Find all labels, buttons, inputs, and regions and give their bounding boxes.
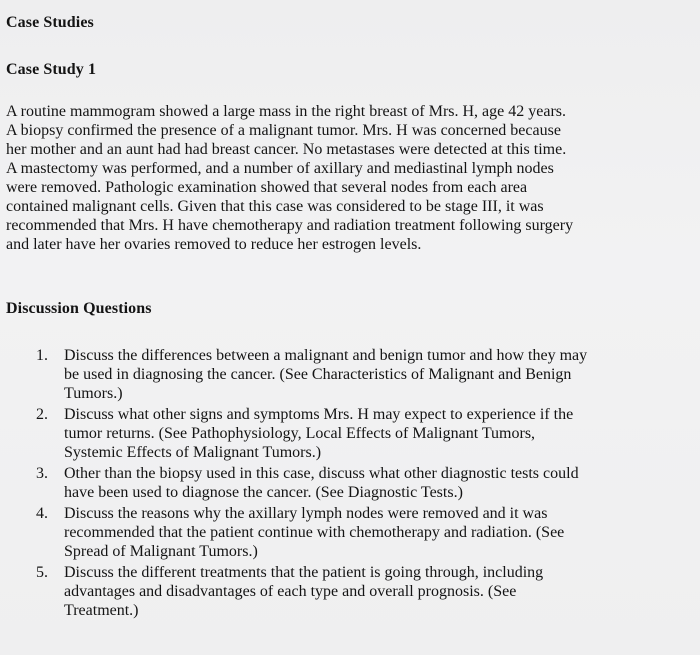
question-line: Discuss the reasons why the axillary lymph nodes were removed and it was xyxy=(64,505,548,522)
case-line: and later have her ovaries removed to reduce her estrogen levels. xyxy=(6,236,422,253)
question-item xyxy=(0,464,700,502)
discussion-heading: Discussion Questions xyxy=(6,300,152,317)
case-line: her mother and an aunt had had breast cancer. No metastases were detected at this time. xyxy=(6,141,567,158)
case-line: A routine mammogram showed a large mass in the right breast of Mrs. H, age 42 years. xyxy=(6,103,567,120)
case-line: A mastectomy was performed, and a number of axillary and mediastinal lymph nodes xyxy=(6,160,554,177)
case-line: were removed. Pathologic examination showed that several nodes from each area xyxy=(6,179,528,196)
case-line: contained malignant cells. Given that this case was considered to be stage III, it was xyxy=(6,198,544,215)
question-line: Treatment.) xyxy=(64,602,139,619)
case-description xyxy=(6,102,694,254)
question-item xyxy=(0,504,700,561)
question-number: 4. xyxy=(36,505,48,522)
question-number: 5. xyxy=(36,564,48,581)
question-number: 3. xyxy=(36,465,48,482)
question-number: 1. xyxy=(36,347,48,364)
case-study-heading: Case Study 1 xyxy=(6,61,97,78)
page-title: Case Studies xyxy=(6,14,94,31)
question-line: Tumors.) xyxy=(64,385,123,402)
question-line: be used in diagnosing the cancer. (See Characteristics of Malignant and Benign xyxy=(64,366,572,383)
question-number: 2. xyxy=(36,406,48,423)
case-line: recommended that Mrs. H have chemotherapy and radiation treatment following surgery xyxy=(6,217,574,234)
question-line: Other than the biopsy used in this case, discuss what other diagnostic tests could xyxy=(64,465,579,482)
question-line: Discuss what other signs and symptoms Mrs. H may expect to experience if the xyxy=(64,406,574,423)
question-line: Spread of Malignant Tumors.) xyxy=(64,543,258,560)
question-list xyxy=(0,346,700,622)
question-line: Discuss the differences between a malignant and benign tumor and how they may xyxy=(64,347,588,364)
question-item xyxy=(0,405,700,462)
question-item xyxy=(0,563,700,620)
question-line: recommended that the patient continue with chemotherapy and radiation. (See xyxy=(64,524,565,541)
question-line: tumor returns. (See Pathophysiology, Local Effects of Malignant Tumors, xyxy=(64,425,536,442)
question-item xyxy=(0,346,700,403)
question-line: advantages and disadvantages of each type and overall prognosis. (See xyxy=(64,583,517,600)
question-line: Discuss the different treatments that the patient is going through, including xyxy=(64,564,544,581)
question-line: Systemic Effects of Malignant Tumors.) xyxy=(64,444,322,461)
case-line: A biopsy confirmed the presence of a malignant tumor. Mrs. H was concerned because xyxy=(6,122,561,139)
question-line: have been used to diagnose the cancer. (See Diagnostic Tests.) xyxy=(64,484,463,501)
